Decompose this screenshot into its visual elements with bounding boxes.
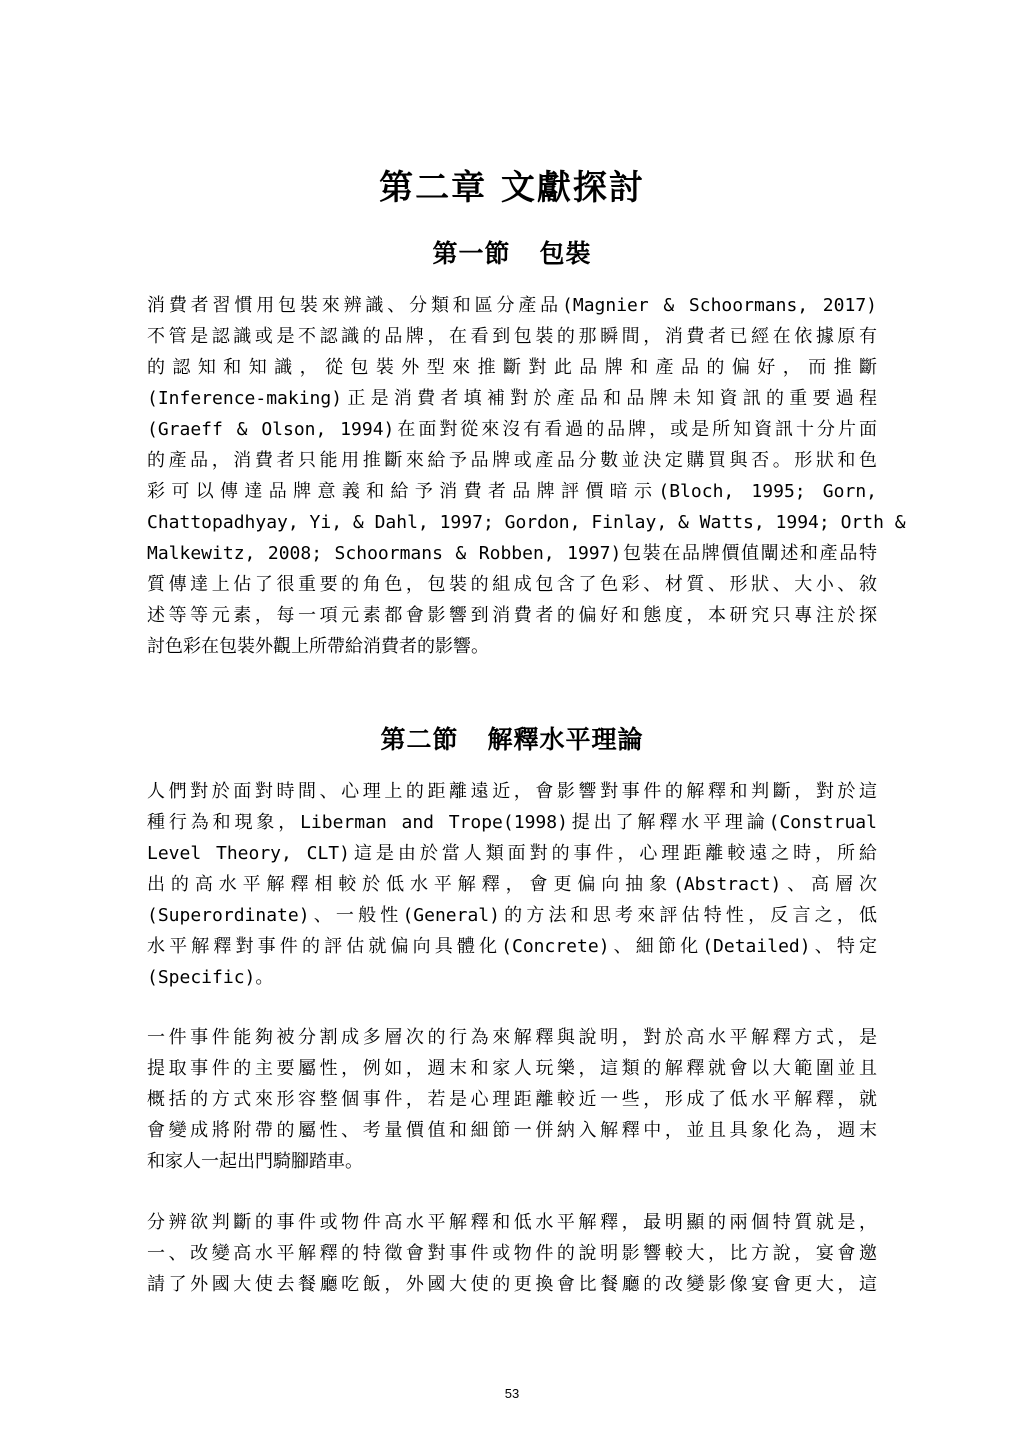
paragraph-packaging — [147, 290, 906, 662]
text-line: 請了外國大使去餐廳吃飯，外國大使的更換會比餐廳的改變影像宴會更大，這 — [147, 1274, 877, 1295]
page-number: 53 — [504, 1386, 520, 1401]
section-heading-construal-level-theory: 第二節 解釋水平理論 — [380, 725, 644, 754]
text-line: 消費者習慣用包裝來辨識、分類和區分產品(Magnier & Schoormans, 2017) — [147, 295, 877, 316]
text-line: 分辨欲判斷的事件或物件高水平解釋和低水平解釋，最明顯的兩個特質就是， — [147, 1212, 877, 1233]
text-line: (Graeff & Olson, 1994)在面對從來沒有看過的品牌，或是所知資訊十分片面 — [147, 419, 877, 440]
text-line: 不管是認識或是不認識的品牌，在看到包裝的那瞬間，消費者已經在依據原有 — [147, 326, 877, 347]
text-line: 種行為和現象，Liberman and Trope(1998)提出了解釋水平理論(Construal — [147, 812, 877, 833]
text-line: (Specific)。 — [147, 967, 274, 988]
text-line: 的認知和知識，從包裝外型來推斷對此品牌和產品的偏好，而推斷 — [147, 357, 877, 378]
paragraph-clt-levels — [147, 1022, 877, 1177]
text-line: 質傳達上佔了很重要的角色，包裝的組成包含了色彩、材質、形狀、大小、敘 — [147, 574, 877, 595]
text-line: 概括的方式來形容整個事件，若是心理距離較近一些，形成了低水平解釋，就 — [147, 1089, 877, 1110]
section-heading-packaging: 第一節 包裝 — [432, 239, 592, 268]
text-line: Malkewitz, 2008; Schoormans & Robben, 1997)包裝在品牌價值闡述和產品特 — [147, 543, 877, 564]
text-line: 提取事件的主要屬性，例如，週末和家人玩樂，這類的解釋就會以大範圍並且 — [147, 1058, 877, 1079]
text-line: 會變成將附帶的屬性、考量價值和細節一併納入解釋中，並且具象化為，週末 — [147, 1120, 877, 1141]
text-line: Chattopadhyay, Yi, & Dahl, 1997; Gordon, Finlay, & Watts, 1994; Orth & — [147, 512, 906, 533]
text-line: 水平解釋對事件的評估就偏向具體化(Concrete)、細節化(Detailed)、特定 — [147, 936, 877, 957]
text-line: 人們對於面對時間、心理上的距離遠近，會影響對事件的解釋和判斷，對於這 — [147, 781, 877, 802]
text-line: Level Theory, CLT)這是由於當人類面對的事件，心理距離較遠之時，所給 — [147, 843, 877, 864]
text-line: 一、改變高水平解釋的特徵會對事件或物件的說明影響較大，比方說，宴會邀 — [147, 1243, 877, 1264]
text-line: 彩可以傳達品牌意義和給予消費者品牌評價暗示(Bloch, 1995; Gorn, — [147, 481, 877, 502]
paragraph-clt-features — [147, 1207, 877, 1300]
text-line: 和家人一起出門騎腳踏車。 — [147, 1151, 363, 1172]
text-line: 的產品，消費者只能用推斷來給予品牌或產品分數並決定購買與否。形狀和色 — [147, 450, 877, 471]
paragraph-clt-intro — [147, 776, 877, 993]
text-line: (Superordinate)、一般性(General)的方法和思考來評估特性，反言之，低 — [147, 905, 877, 926]
text-line: 一件事件能夠被分割成多層次的行為來解釋與說明，對於高水平解釋方式，是 — [147, 1027, 877, 1048]
chapter-title: 第二章 文獻探討 — [379, 168, 645, 208]
text-line: (Inference-making)正是消費者填補對於產品和品牌未知資訊的重要過程 — [147, 388, 877, 409]
text-line: 出的高水平解釋相較於低水平解釋，會更偏向抽象(Abstract)、高層次 — [147, 874, 877, 895]
text-line: 討色彩在包裝外觀上所帶給消費者的影響。 — [147, 636, 489, 657]
text-line: 述等等元素，每一項元素都會影響到消費者的偏好和態度，本研究只專注於探 — [147, 605, 877, 626]
